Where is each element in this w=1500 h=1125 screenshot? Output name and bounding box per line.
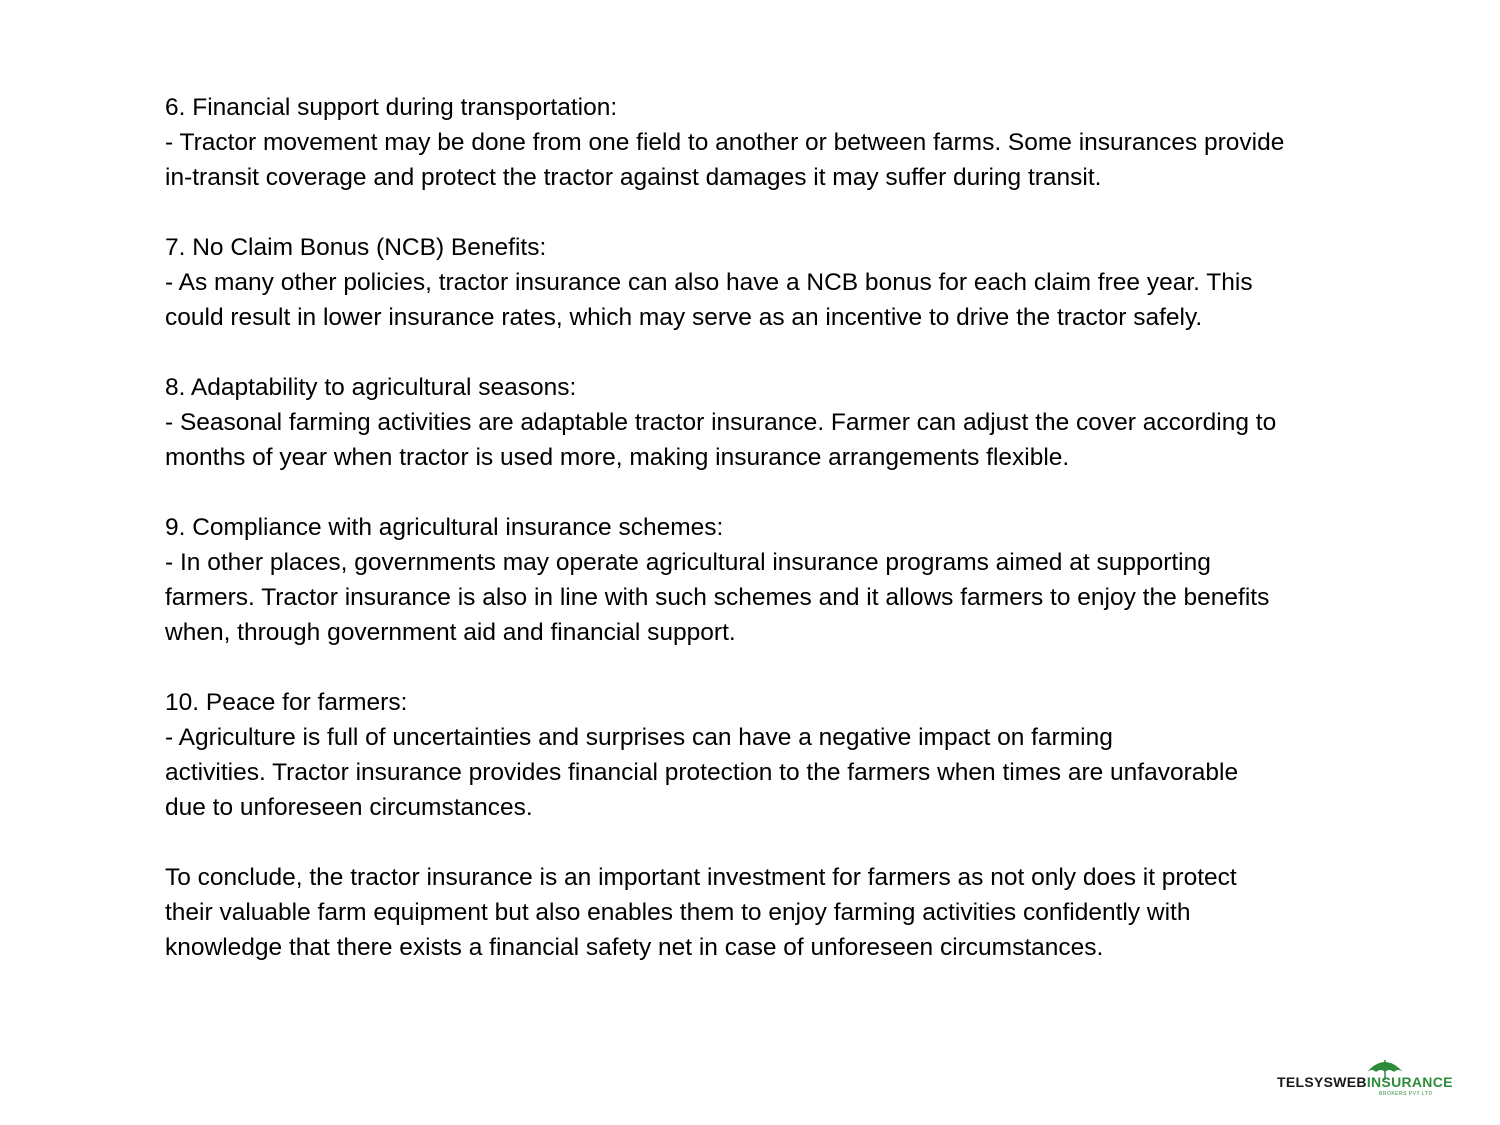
section-line: - Seasonal farming activities are adaptable tractor insurance. Farmer can adjust the cover according to (165, 409, 1277, 436)
conclusion (165, 860, 1405, 965)
section-10 (165, 685, 1405, 825)
section-line: farmers. Tractor insurance is also in line with such schemes and it allows farmers to enjoy the benefits (165, 584, 1270, 611)
section-8 (165, 370, 1405, 475)
section-line: when, through government aid and financial support. (165, 619, 736, 646)
section-6 (165, 90, 1405, 195)
section-heading: 9. Compliance with agricultural insurance schemes: (165, 514, 724, 541)
section-heading: 10. Peace for farmers: (165, 689, 408, 716)
logo-brand-accent: INSURANCE (1366, 1074, 1453, 1090)
section-line: - As many other policies, tractor insurance can also have a NCB bonus for each claim free year. This (165, 269, 1253, 296)
conclusion-line: knowledge that there exists a financial safety net in case of unforeseen circumstances. (165, 934, 1104, 961)
logo-tagline: BROKERS PVT LTD (1379, 1091, 1433, 1097)
section-7 (165, 230, 1405, 335)
paragraph-gap (165, 195, 1405, 230)
section-9 (165, 510, 1405, 650)
paragraph-gap (165, 335, 1405, 370)
conclusion-line: To conclude, the tractor insurance is an important investment for farmers as not only does it protect (165, 864, 1237, 891)
conclusion-line: their valuable farm equipment but also enables them to enjoy farming activities confidently with (165, 899, 1191, 926)
section-heading: 6. Financial support during transportation: (165, 94, 618, 121)
paragraph-gap (165, 475, 1405, 510)
document-body (165, 90, 1405, 965)
section-heading: 8. Adaptability to agricultural seasons: (165, 374, 577, 401)
section-line: - Agriculture is full of uncertainties and surprises can have a negative impact on farming (165, 724, 1113, 751)
paragraph-gap (165, 650, 1405, 685)
logo-wordmark (1277, 1074, 1453, 1090)
section-line: activities. Tractor insurance provides financial protection to the farmers when times are unfavorable (165, 759, 1239, 786)
logo-brand-primary: TELSYSWEB (1277, 1074, 1367, 1090)
paragraph-gap (165, 825, 1405, 860)
section-line: could result in lower insurance rates, which may serve as an incentive to drive the tractor safely. (165, 304, 1203, 331)
company-logo (1277, 1058, 1472, 1104)
section-line: in-transit coverage and protect the tractor against damages it may suffer during transit. (165, 164, 1102, 191)
section-line: due to unforeseen circumstances. (165, 794, 533, 821)
section-heading: 7. No Claim Bonus (NCB) Benefits: (165, 234, 547, 261)
section-line: - In other places, governments may operate agricultural insurance programs aimed at supporting (165, 549, 1211, 576)
section-line: months of year when tractor is used more, making insurance arrangements flexible. (165, 444, 1070, 471)
section-line: - Tractor movement may be done from one field to another or between farms. Some insurances provide (165, 129, 1285, 156)
